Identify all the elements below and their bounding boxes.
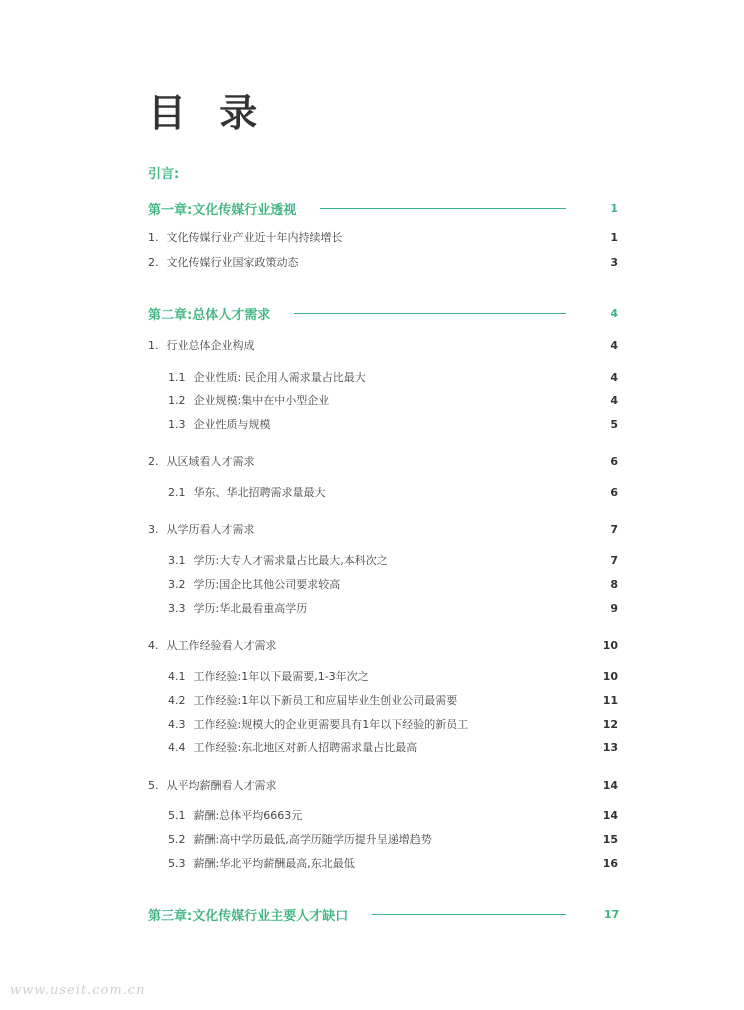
chapter-rule xyxy=(294,313,566,314)
page-number: 17 xyxy=(604,907,620,921)
toc-section[interactable] xyxy=(148,452,618,470)
page-number: 11 xyxy=(602,693,618,707)
page-number: 3 xyxy=(610,255,618,269)
entry-text: 华东、华北招聘需求量最大 xyxy=(193,486,326,499)
toc-entry[interactable] xyxy=(148,253,618,271)
toc-subentry[interactable] xyxy=(168,738,618,756)
page-number: 15 xyxy=(602,832,618,846)
page-number: 4 xyxy=(610,393,618,407)
entry-number: 3. xyxy=(148,522,159,536)
toc-subentry[interactable] xyxy=(168,551,618,569)
entry-number: 1. xyxy=(148,230,159,244)
entry-number: 5.3 xyxy=(168,856,186,870)
entry-text: 文化传媒行业产业近十年内持续增长 xyxy=(166,231,343,244)
page-number: 16 xyxy=(602,856,618,870)
chapter-title: 第二章:总体人才需求 xyxy=(148,307,271,323)
entry-text: 企业规模:集中在中小型企业 xyxy=(193,394,330,407)
entry-number: 5.2 xyxy=(168,832,186,846)
intro-heading[interactable]: 引言: xyxy=(148,167,180,182)
entry-text: 工作经验:1年以下新员工和应届毕业生创业公司最需要 xyxy=(193,694,458,707)
toc-subentry[interactable] xyxy=(168,830,618,848)
toc-subentry[interactable] xyxy=(168,575,618,593)
entry-number: 3.1 xyxy=(168,553,186,567)
page-number: 4 xyxy=(610,338,618,352)
entry-text: 从工作经验看人才需求 xyxy=(166,639,277,652)
page-number: 5 xyxy=(610,417,618,431)
toc-subentry[interactable] xyxy=(168,806,618,824)
page-number: 1 xyxy=(610,201,618,215)
toc-subentry[interactable] xyxy=(168,599,618,617)
entry-number: 1.1 xyxy=(168,370,186,384)
entry-text: 从学历看人才需求 xyxy=(166,523,255,536)
page-number: 4 xyxy=(610,306,618,320)
entry-text: 学历:大专人才需求量占比最大,本科次之 xyxy=(193,554,388,567)
toc-section[interactable] xyxy=(148,636,618,654)
page-number: 14 xyxy=(602,808,618,822)
toc-subentry[interactable] xyxy=(168,483,618,501)
entry-text: 工作经验:规模大的企业更需要具有1年以下经验的新员工 xyxy=(193,718,469,731)
toc-subentry[interactable] xyxy=(168,368,618,386)
page-number: 1 xyxy=(610,230,618,244)
entry-number: 5.1 xyxy=(168,808,186,822)
entry-number: 4.3 xyxy=(168,717,186,731)
entry-text: 企业性质: 民企用人需求量占比最大 xyxy=(193,371,366,384)
entry-text: 薪酬:高中学历最低,高学历随学历提升呈递增趋势 xyxy=(193,833,432,846)
entry-number: 2. xyxy=(148,255,159,269)
entry-text: 企业性质与规模 xyxy=(193,418,271,431)
chapter-rule xyxy=(320,208,566,209)
chapter-2-entry[interactable] xyxy=(148,303,618,323)
page-number: 6 xyxy=(610,485,618,499)
watermark: www.useit.com.cn xyxy=(10,983,146,998)
page-number: 10 xyxy=(602,669,618,683)
entry-number: 3.3 xyxy=(168,601,186,615)
entry-number: 1.2 xyxy=(168,393,186,407)
entry-text: 从平均薪酬看人才需求 xyxy=(166,779,277,792)
entry-number: 1.3 xyxy=(168,417,186,431)
toc-section[interactable] xyxy=(148,336,618,354)
entry-number: 3.2 xyxy=(168,577,186,591)
chapter-3-entry[interactable] xyxy=(148,904,618,924)
toc-subentry[interactable] xyxy=(168,691,618,709)
page-number: 9 xyxy=(610,601,618,615)
entry-number: 5. xyxy=(148,778,159,792)
page-number: 7 xyxy=(610,553,618,567)
chapter-title: 第三章:文化传媒行业主要人才缺口 xyxy=(148,908,349,924)
entry-number: 4. xyxy=(148,638,159,652)
entry-text: 文化传媒行业国家政策动态 xyxy=(166,256,299,269)
page-number: 6 xyxy=(610,454,618,468)
toc-entry[interactable] xyxy=(148,228,618,246)
page-number: 13 xyxy=(602,740,618,754)
entry-number: 2. xyxy=(148,454,159,468)
entry-number: 4.4 xyxy=(168,740,186,754)
chapter-1-entry[interactable] xyxy=(148,198,618,218)
page-number: 7 xyxy=(610,522,618,536)
toc-subentry[interactable] xyxy=(168,391,618,409)
entry-text: 工作经验:东北地区对新人招聘需求量占比最高 xyxy=(193,741,418,754)
entry-text: 薪酬:总体平均6663元 xyxy=(193,809,303,822)
entry-text: 工作经验:1年以下最需要,1-3年次之 xyxy=(193,670,369,683)
page-number: 14 xyxy=(602,778,618,792)
entry-text: 薪酬:华北平均薪酬最高,东北最低 xyxy=(193,857,355,870)
toc-subentry[interactable] xyxy=(168,667,618,685)
entry-text: 学历:国企比其他公司要求较高 xyxy=(193,578,341,591)
chapter-title: 第一章:文化传媒行业透视 xyxy=(148,202,297,218)
toc-subentry[interactable] xyxy=(168,715,618,733)
entry-number: 4.2 xyxy=(168,693,186,707)
entry-text: 从区域看人才需求 xyxy=(166,455,255,468)
toc-section[interactable] xyxy=(148,776,618,794)
toc-subentry[interactable] xyxy=(168,854,618,872)
page-number: 8 xyxy=(610,577,618,591)
page-number: 10 xyxy=(602,638,618,652)
page-title: 目 录 xyxy=(148,90,268,135)
entry-number: 2.1 xyxy=(168,485,186,499)
chapter-rule xyxy=(372,914,566,915)
toc-subentry[interactable] xyxy=(168,415,618,433)
entry-text: 行业总体企业构成 xyxy=(166,339,255,352)
page-number: 12 xyxy=(602,717,618,731)
entry-text: 学历:华北最看重高学历 xyxy=(193,602,308,615)
page-number: 4 xyxy=(610,370,618,384)
toc-section[interactable] xyxy=(148,520,618,538)
entry-number: 4.1 xyxy=(168,669,186,683)
entry-number: 1. xyxy=(148,338,159,352)
